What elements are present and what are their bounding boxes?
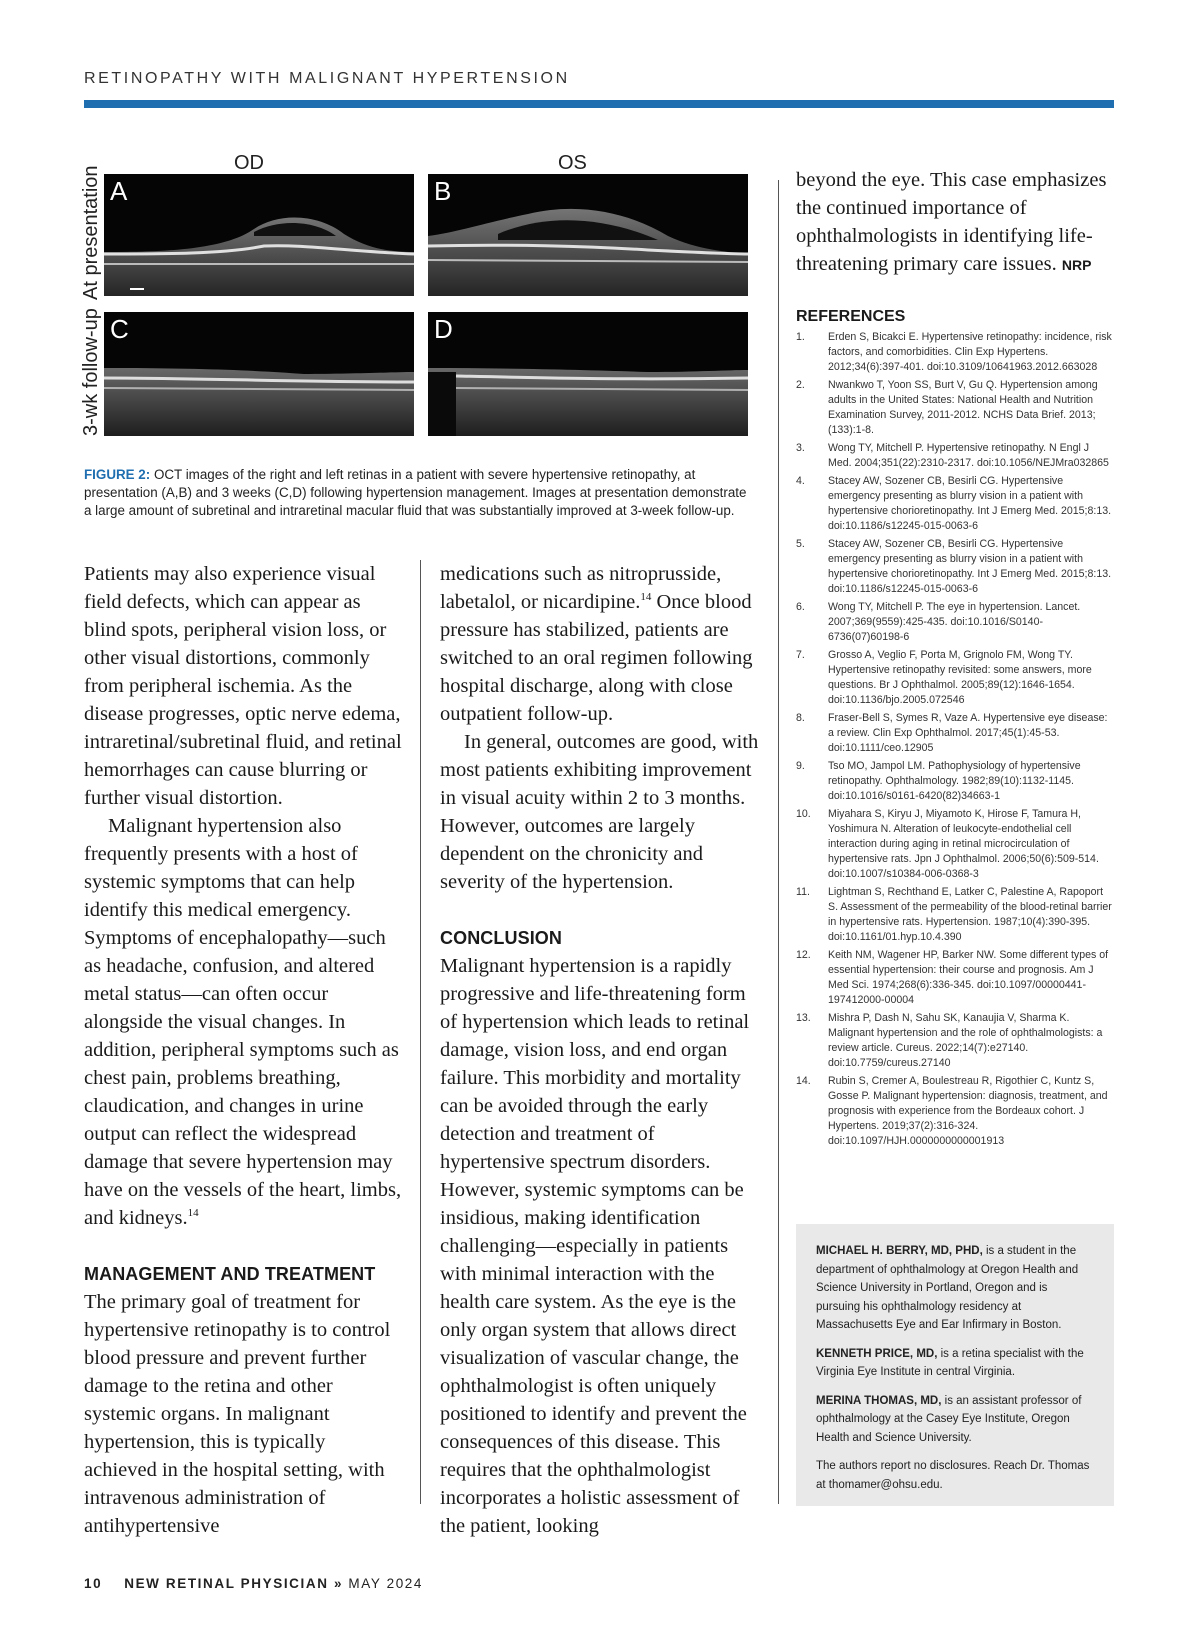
reference-number: 5. bbox=[796, 538, 805, 550]
panel-letter-d: D bbox=[434, 314, 453, 344]
reference-text: Stacey AW, Sozener CB, Besirli CG. Hypertensive emergency presenting as blurry vision in a patient with hypertensive chorioretinopathy. Int J Emerg Med. 2015;8:13. doi:10.1186/s12245-015-0063-6 bbox=[828, 475, 1112, 532]
reference-number: 6. bbox=[796, 601, 805, 613]
oct-figure bbox=[80, 152, 748, 458]
reference-number: 10. bbox=[796, 808, 811, 820]
oct-panel-c bbox=[104, 312, 414, 436]
reference-text: Nwankwo T, Yoon SS, Burt V, Gu Q. Hypertension among adults in the United States: National Health and Nutrition Examination Survey, 2011-2012. NCHS Data Brief. 2013;(133):1-8. bbox=[828, 379, 1098, 436]
reference-number: 12. bbox=[796, 949, 811, 961]
reference-text: Grosso A, Veglio F, Porta M, Grignolo FM, Wong TY. Hypertensive retinopathy revisited: some answers, more questions. Br J Ophthalmol. 2005;89(12):1646-1654. doi:10.1136/bjo.2005.072546 bbox=[828, 649, 1092, 706]
header-rule bbox=[84, 100, 1114, 108]
panel-letter-c: C bbox=[110, 314, 129, 344]
col2-paragraph-1-rest: Once blood pressure has stabilized, patients are switched to an oral regimen following hospital discharge, along with close outpatient follow-up. bbox=[440, 591, 753, 725]
reference-number: 1. bbox=[796, 331, 805, 343]
col2-paragraph-2: In general, outcomes are good, with most patients exhibiting improvement in visual acuity within 2 to 3 months. However, outcomes are largely dependent on the chronicity and severity of the hypertension. bbox=[440, 731, 759, 893]
reference-item bbox=[796, 648, 1114, 708]
reference-number: 8. bbox=[796, 712, 805, 724]
heading-conclusion: CONCLUSION bbox=[440, 928, 562, 948]
issue-date: MAY 2024 bbox=[348, 1576, 424, 1591]
reference-number: 13. bbox=[796, 1012, 811, 1024]
reference-item bbox=[796, 537, 1114, 597]
reference-item bbox=[796, 759, 1114, 804]
panel-letter-a: A bbox=[110, 176, 128, 206]
reference-item bbox=[796, 1011, 1114, 1071]
disclosure-text: The authors report no disclosures. Reach Dr. Thomas at thomamer@ohsu.edu. bbox=[816, 1460, 1090, 1491]
body-column-1 bbox=[84, 560, 402, 1540]
footer-separator: » bbox=[333, 1576, 344, 1591]
reference-text: Stacey AW, Sozener CB, Besirli CG. Hypertensive emergency presenting as blurry vision in a patient with hypertensive chorioretinopathy. Int J Emerg Med. 2015;8:13. doi:10.1186/s12245-015-0063-6 bbox=[828, 538, 1112, 595]
heading-management: MANAGEMENT AND TREATMENT bbox=[84, 1264, 376, 1284]
figure-caption bbox=[84, 466, 754, 520]
col2-paragraph-1-text: medications such as nitroprusside, labetalol, or nicardipine. bbox=[440, 563, 722, 613]
oct-panel-b bbox=[428, 174, 748, 296]
col1-paragraph-2 bbox=[84, 812, 402, 1232]
col3-paragraph-1-text: beyond the eye. This case emphasizes the continued importance of ophthalmologists in identifying life-threatening primary care issues. bbox=[796, 169, 1107, 275]
author-name: MERINA THOMAS, MD, bbox=[816, 1394, 942, 1407]
col2-paragraph-1 bbox=[440, 560, 762, 728]
oct-panel-a bbox=[104, 174, 414, 296]
body-column-2 bbox=[440, 560, 762, 1540]
oct-scan-b-image bbox=[428, 174, 748, 296]
running-title: RETINOPATHY WITH MALIGNANT HYPERTENSION bbox=[84, 70, 570, 87]
col1-paragraph-3: The primary goal of treatment for hypertensive retinopathy is to control blood pressure and prevent further damage to the retina and other systemic organs. In malignant hypertension, this is typically achieved in the hospital setting, with intravenous administration of antihypertensive bbox=[84, 1291, 391, 1537]
author-bio bbox=[816, 1345, 1094, 1382]
oct-scan-c-image bbox=[104, 312, 414, 436]
reference-text: Erden S, Bicakci E. Hypertensive retinopathy: incidence, risk factors, and comorbidities. Clin Exp Hypertens. 2012;34(6):397-401. doi:10.3109/10641963.2012.663028 bbox=[828, 331, 1112, 373]
reference-item bbox=[796, 474, 1114, 534]
citation-superscript: 14 bbox=[640, 591, 652, 604]
author-bio bbox=[816, 1242, 1094, 1335]
publication-name: NEW RETINAL PHYSICIAN bbox=[124, 1576, 329, 1591]
author-bio bbox=[816, 1392, 1094, 1448]
body-column-3 bbox=[796, 166, 1114, 279]
col3-paragraph-1 bbox=[796, 166, 1114, 279]
reference-text: Tso MO, Jampol LM. Pathophysiology of hypertensive retinopathy. Ophthalmology. 1982;89(10):1132-1145. doi:10.1016/s0161-6420(82)34663-1 bbox=[828, 760, 1081, 802]
reference-item bbox=[796, 948, 1114, 1008]
column-divider-1 bbox=[420, 560, 421, 1504]
author-bio-text: is a student in the department of ophthalmology at Oregon Health and Science University in Portland, Oregon and is pursuing his ophthalmology residency at Massachusetts Eye and Ear Infirmary in Boston. bbox=[816, 1245, 1079, 1331]
reference-number: 7. bbox=[796, 649, 805, 661]
reference-item bbox=[796, 1074, 1114, 1149]
oct-panel-d bbox=[428, 312, 748, 436]
reference-text: Wong TY, Mitchell P. The eye in hypertension. Lancet. 2007;369(9559):425-435. doi:10.1016/S0140-6736(07)60198-6 bbox=[828, 601, 1081, 643]
reference-text: Rubin S, Cremer A, Boulestreau R, Rigothier C, Kuntz S, Gosse P. Malignant hypertension: diagnosis, treatment, and prognosis with experience from the Bordeaux cohort. J Hypertens. 2019;37(2):316-324. doi:10.1097/HJH.0000000000001913 bbox=[828, 1075, 1108, 1147]
figure-caption-label: FIGURE 2: bbox=[84, 467, 151, 482]
col-label-os: OS bbox=[558, 152, 587, 174]
col2-paragraph-3: Malignant hypertension is a rapidly progressive and life-threatening form of hypertension which leads to retinal damage, vision loss, and end organ failure. This morbidity and mortality can be avoided through the early detection and treatment of hypertensive spectrum disorders. However, systemic symptoms can be insidious, making identification challenging—especially in patients with minimal interaction with the health care system. As the eye is the only organ system that allows direct visualization of vascular change, the ophthalmologist is often uniquely positioned to identify and prevent the consequences of this disease. This requires that the ophthalmologist incorporates a holistic assessment of the patient, looking bbox=[440, 955, 750, 1537]
page-number: 10 bbox=[84, 1576, 103, 1591]
reference-text: Keith NM, Wagener HP, Barker NW. Some different types of essential hypertension: their course and prognosis. Am J Med Sci. 1974;268(6):336-345. doi:10.1097/00000441-197412000-00004 bbox=[828, 949, 1109, 1006]
reference-text: Lightman S, Rechthand E, Latker C, Palestine A, Rapoport S. Assessment of the permeability of the blood-retinal barrier in hypertensive rats. Hypertension. 1987;10(4):390-395. doi:10.1161/01.hyp.10.4.390 bbox=[828, 886, 1112, 943]
reference-item bbox=[796, 330, 1114, 375]
end-mark: NRP bbox=[1061, 257, 1092, 273]
page-footer bbox=[84, 1576, 423, 1591]
reference-number: 9. bbox=[796, 760, 805, 772]
col1-paragraph-1: Patients may also experience visual field defects, which can appear as blind spots, peripheral vision loss, or other visual distortions, commonly from peripheral ischemia. As the disease progresses, optic nerve edema, intraretinal/subretinal fluid, and retinal hemorrhages can cause blurring or further visual distortion. bbox=[84, 563, 402, 809]
reference-item bbox=[796, 378, 1114, 438]
author-bio-text: is an assistant professor of ophthalmology at the Casey Eye Institute, Oregon Health and Science University. bbox=[816, 1394, 1082, 1444]
citation-superscript: 14 bbox=[187, 1207, 199, 1220]
reference-text: Miyahara S, Kiryu J, Miyamoto K, Hirose F, Tamura H, Yoshimura N. Alteration of leukocyte-endothelial cell interaction during aging in retinal microcirculation of hypertensive rats. Jpn J Ophthalmol. 2006;50(6):509-514. doi:10.1007/s10384-006-0368-3 bbox=[828, 808, 1099, 880]
col1-paragraph-2-text: Malignant hypertension also frequently presents with a host of systemic symptoms that can help identify this medical emergency. Symptoms of encephalopathy—such as headache, confusion, and altered metal status—can often occur alongside the visual changes. In addition, peripheral symptoms such as chest pain, problems breathing, claudication, and changes in urine output can reflect the widespread damage that severe hypertension may have on the vessels of the heart, limbs, and kidneys. bbox=[84, 815, 402, 1229]
reference-number: 3. bbox=[796, 442, 805, 454]
reference-text: Fraser-Bell S, Symes R, Vaze A. Hypertensive eye disease: a review. Clin Exp Ophthalmol. 2017;45(1):45-53. doi:10.1111/ceo.12905 bbox=[828, 712, 1108, 754]
reference-item bbox=[796, 441, 1114, 471]
reference-text: Mishra P, Dash N, Sahu SK, Kanaujia V, Sharma K. Malignant hypertension and the role of ophthalmologists: a review article. Cureus. 2022;14(7):e27140. doi:10.7759/cureus.27140 bbox=[828, 1012, 1103, 1069]
oct-scan-a-image bbox=[104, 174, 414, 296]
author-name: MICHAEL H. BERRY, MD, PHD, bbox=[816, 1245, 983, 1257]
references-heading: REFERENCES bbox=[796, 308, 906, 325]
reference-number: 11. bbox=[796, 886, 810, 898]
panel-letter-b: B bbox=[434, 176, 452, 206]
row-label-presentation: At presentation bbox=[80, 165, 102, 300]
column-divider-2 bbox=[778, 180, 779, 1504]
reference-item bbox=[796, 885, 1114, 945]
author-bio-box bbox=[796, 1224, 1114, 1506]
reference-item bbox=[796, 600, 1114, 645]
figure-caption-text: OCT images of the right and left retinas in a patient with severe hypertensive retinopathy, at presentation (A,B) and 3 weeks (C,D) following hypertension management. Images at presentation demonstrate a large amount of subretinal and intraretinal macular fluid that was substantially improved at 3-week follow-up. bbox=[84, 467, 747, 518]
col-label-od: OD bbox=[234, 152, 264, 174]
reference-number: 4. bbox=[796, 475, 805, 487]
reference-item bbox=[796, 807, 1114, 882]
row-label-followup: 3-wk follow-up bbox=[80, 308, 102, 436]
reference-number: 14. bbox=[796, 1075, 811, 1087]
oct-scan-d-image bbox=[428, 312, 748, 436]
reference-item bbox=[796, 711, 1114, 756]
references-section bbox=[796, 308, 1114, 1152]
author-name: KENNETH PRICE, MD, bbox=[816, 1347, 938, 1360]
reference-text: Wong TY, Mitchell P. Hypertensive retinopathy. N Engl J Med. 2004;351(22):2310-2317. doi:10.1056/NEJMra032865 bbox=[828, 442, 1109, 469]
author-bio-text: is a retina specialist with the Virginia Eye Institute in central Virginia. bbox=[816, 1347, 1084, 1378]
reference-number: 2. bbox=[796, 379, 805, 391]
